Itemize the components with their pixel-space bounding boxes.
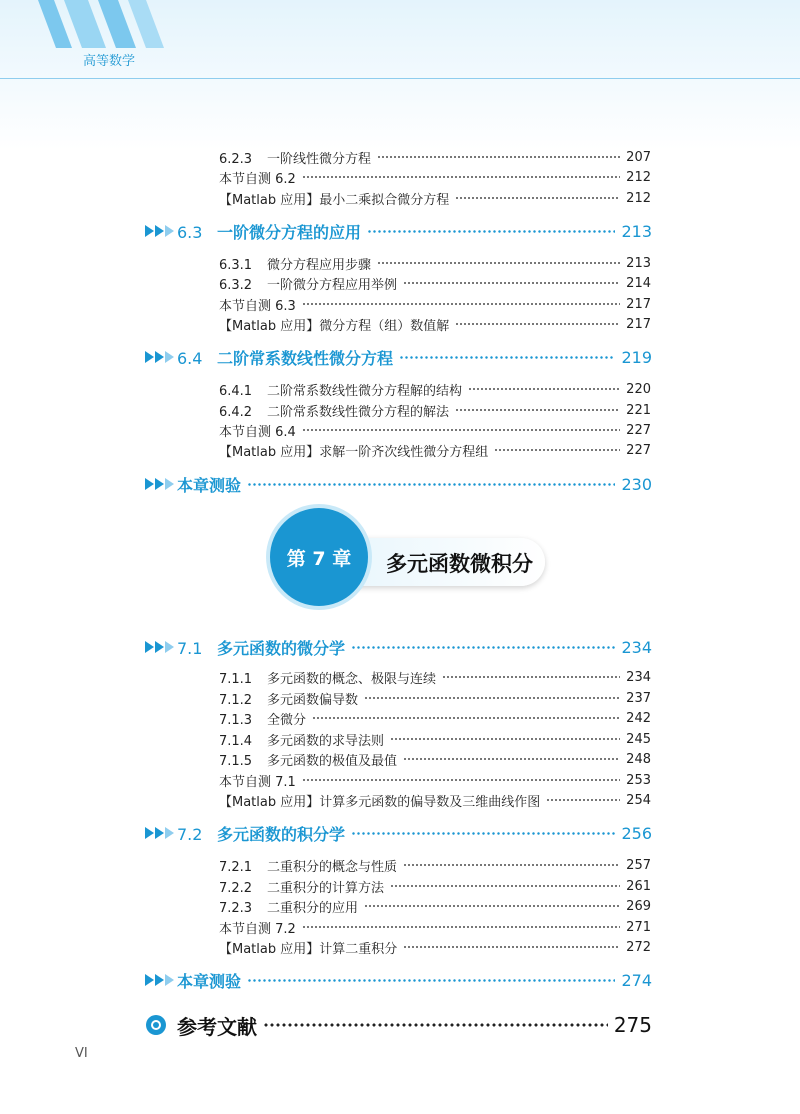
toc-subsection-entry[interactable] [219, 876, 651, 896]
toc-entry-page: 217 [626, 316, 651, 332]
toc-entry-title: 本节自测 6.3 [219, 298, 296, 314]
toc-subsection-entry[interactable] [219, 253, 651, 273]
toc-entry-page: 256 [621, 823, 652, 843]
toc-entry-label [219, 421, 296, 440]
toc-entry-page: 272 [626, 939, 651, 955]
dot-leader [403, 282, 620, 284]
toc-entry-title: 二重积分的应用 [267, 900, 359, 916]
toc-subsection-entry[interactable] [219, 855, 651, 875]
toc-entry-number: 7.1.2 [219, 692, 253, 708]
header-stripes-decoration [0, 0, 165, 48]
dot-leader [403, 758, 620, 760]
toc-section-entry[interactable] [145, 218, 652, 244]
toc-subsection-entry[interactable] [219, 708, 651, 728]
toc-entry-title: 二阶常系数线性微分方程的解法 [267, 404, 450, 420]
toc-entry-title: 本节自测 6.4 [219, 424, 296, 440]
references-title: 参考文献 [177, 1014, 257, 1039]
toc-entry-label [219, 938, 397, 957]
double-arrow-icon [145, 640, 177, 654]
dot-leader [302, 429, 620, 431]
references-page: 275 [613, 1013, 652, 1037]
toc-entry-label [219, 730, 384, 749]
toc-entry-number: 7.1 [177, 638, 203, 658]
toc-entry-page: 212 [626, 190, 651, 206]
toc-entry-label [219, 189, 449, 208]
toc-entry-title: 一阶微分方程应用举例 [267, 277, 398, 293]
toc-entry-label [219, 168, 296, 187]
book-title: 高等数学 [83, 54, 136, 69]
toc-entry-label [177, 473, 241, 496]
toc-entry-page: 217 [626, 296, 651, 312]
toc-subsection-entry[interactable] [219, 770, 651, 790]
toc-entry-page: 219 [621, 347, 652, 367]
toc-section-entry[interactable] [145, 471, 652, 497]
dot-leader [399, 356, 615, 359]
toc-entry-title: 二重积分的概念与性质 [267, 859, 398, 875]
toc-entry-number: 7.2.2 [219, 880, 253, 896]
chapter-number-badge: 第 7 章 [270, 508, 368, 606]
toc-entry-title: 多元函数的求导法则 [267, 733, 385, 749]
dot-leader [302, 779, 620, 781]
toc-entry-title: 多元函数的积分学 [217, 824, 346, 844]
toc-subsection-entry[interactable] [219, 314, 651, 334]
toc-entry-title: 本章测验 [177, 475, 242, 495]
references-entry[interactable] [145, 1010, 652, 1040]
toc-entry-page: 234 [621, 637, 652, 657]
dot-leader [247, 483, 615, 486]
dot-leader [247, 979, 615, 982]
toc-entry-label [219, 148, 371, 167]
toc-entry-label [177, 822, 345, 845]
toc-entry-label [219, 441, 488, 460]
dot-leader [546, 799, 620, 801]
toc-subsection-entry[interactable] [219, 147, 651, 167]
toc-subsection-entry[interactable] [219, 440, 651, 460]
toc-entry-page: 253 [626, 772, 651, 788]
dot-leader [367, 230, 615, 233]
dot-leader [403, 864, 620, 866]
toc-entry-title: 一阶微分方程的应用 [217, 222, 362, 242]
circle-bullet-icon [145, 1014, 167, 1036]
dot-leader [390, 738, 620, 740]
toc-entry-title: 本节自测 7.2 [219, 921, 296, 937]
toc-entry-title: 二阶常系数线性微分方程解的结构 [267, 383, 463, 399]
toc-entry-title: 本节自测 7.1 [219, 774, 296, 790]
toc-entry-page: 227 [626, 422, 651, 438]
toc-entry-page: 212 [626, 169, 651, 185]
dot-leader [377, 262, 620, 264]
toc-subsection-entry[interactable] [219, 749, 651, 769]
chapter-banner [270, 508, 560, 608]
toc-entry-number: 6.3.1 [219, 257, 253, 273]
double-arrow-icon [145, 826, 177, 840]
toc-entry-label [219, 918, 296, 937]
toc-entry-title: 多元函数偏导数 [267, 692, 359, 708]
toc-entry-label [219, 750, 397, 769]
toc-entry-number: 6.4 [177, 348, 203, 368]
toc-entry-number: 7.1.5 [219, 753, 253, 769]
toc-entry-number: 6.4.1 [219, 383, 253, 399]
toc-entry-page: 213 [621, 221, 652, 241]
toc-entry-label [177, 346, 393, 369]
toc-subsection-entry[interactable] [219, 273, 651, 293]
dot-leader [403, 946, 620, 948]
toc-entry-label [219, 856, 397, 875]
toc-entry-number: 6.3 [177, 222, 203, 242]
toc-entry-label [219, 668, 436, 687]
toc-entry-label [219, 401, 449, 420]
toc-subsection-entry[interactable] [219, 379, 651, 399]
toc-subsection-entry[interactable] [219, 167, 651, 187]
toc-entry-page: 257 [626, 857, 651, 873]
toc-entry-title: 二阶常系数线性微分方程 [217, 348, 394, 368]
toc-entry-page: 234 [626, 669, 651, 685]
toc-entry-page: 274 [621, 970, 652, 990]
toc-entry-label [219, 295, 296, 314]
toc-entry-page: 221 [626, 402, 651, 418]
toc-entry-label [219, 897, 358, 916]
toc-subsection-entry[interactable] [219, 896, 651, 916]
dot-leader [351, 646, 615, 649]
dot-leader [468, 388, 620, 390]
toc-entry-title: 全微分 [267, 712, 307, 728]
dot-leader [390, 885, 620, 887]
toc-subsection-entry[interactable] [219, 688, 651, 708]
dot-leader [302, 303, 620, 305]
toc-entry-title: 多元函数的极值及最值 [267, 753, 398, 769]
double-arrow-icon [145, 350, 177, 364]
dot-leader [455, 323, 620, 325]
chapter-title: 多元函数微积分 [386, 552, 533, 576]
toc-entry-title: 【Matlab 应用】微分方程（组）数值解 [219, 318, 450, 334]
double-arrow-icon [145, 224, 177, 238]
toc-entry-page: 213 [626, 255, 651, 271]
toc-entry-label [219, 315, 449, 334]
toc-entry-page: 245 [626, 731, 651, 747]
toc-entry-number: 7.1.4 [219, 733, 253, 749]
toc-entry-label [219, 709, 306, 728]
toc-entry-title: 微分方程应用步骤 [267, 257, 372, 273]
toc-subsection-entry[interactable] [219, 667, 651, 687]
toc-entry-page: 214 [626, 275, 651, 291]
toc-entry-page: 271 [626, 919, 651, 935]
toc-entry-number: 7.2.1 [219, 859, 253, 875]
toc-entry-page: 227 [626, 442, 651, 458]
dot-leader [302, 176, 620, 178]
page-number: VI [75, 1046, 88, 1061]
toc-entry-label [177, 220, 361, 243]
toc-entry-label [177, 636, 345, 659]
toc-entry-title: 本章测验 [177, 971, 242, 991]
toc-entry-title: 本节自测 6.2 [219, 171, 296, 187]
header-divider [0, 78, 800, 79]
toc-entry-page: 220 [626, 381, 651, 397]
toc-entry-page: 269 [626, 898, 651, 914]
dot-leader [442, 676, 620, 678]
toc-entry-page: 237 [626, 690, 651, 706]
toc-entry-number: 6.3.2 [219, 277, 253, 293]
toc-subsection-entry[interactable] [219, 937, 651, 957]
toc-section-entry[interactable] [145, 634, 652, 660]
toc-subsection-entry[interactable] [219, 790, 651, 810]
dot-leader [494, 449, 620, 451]
toc-subsection-entry[interactable] [219, 917, 651, 937]
toc-entry-page: 261 [626, 878, 651, 894]
toc-subsection-entry[interactable] [219, 400, 651, 420]
toc-entry-page: 248 [626, 751, 651, 767]
toc-section-entry[interactable] [145, 967, 652, 993]
toc-subsection-entry[interactable] [219, 729, 651, 749]
dot-leader [364, 697, 620, 699]
toc-entry-title: 【Matlab 应用】计算二重积分 [219, 941, 398, 957]
toc-entry-title: 【Matlab 应用】求解一阶齐次线性微分方程组 [219, 444, 489, 460]
toc-entry-number: 6.4.2 [219, 404, 253, 420]
toc-subsection-entry[interactable] [219, 294, 651, 314]
toc-entry-title: 【Matlab 应用】计算多元函数的偏导数及三维曲线作图 [219, 794, 541, 810]
toc-subsection-entry[interactable] [219, 188, 651, 208]
double-arrow-icon [145, 973, 177, 987]
toc-entry-number: 7.2 [177, 824, 203, 844]
toc-entry-title: 一阶线性微分方程 [267, 151, 372, 167]
toc-entry-page: 230 [621, 474, 652, 494]
toc-section-entry[interactable] [145, 344, 652, 370]
toc-entry-number: 7.1.1 [219, 671, 253, 687]
toc-entry-label [219, 274, 397, 293]
toc-entry-title: 多元函数的概念、极限与连续 [267, 671, 437, 687]
toc-entry-page: 242 [626, 710, 651, 726]
toc-entry-number: 6.2.3 [219, 151, 253, 167]
toc-entry-title: 【Matlab 应用】最小二乘拟合微分方程 [219, 192, 450, 208]
toc-entry-label [177, 969, 241, 992]
toc-subsection-entry[interactable] [219, 420, 651, 440]
dot-leader [351, 832, 615, 835]
dot-leader [455, 197, 620, 199]
toc-entry-label [219, 689, 358, 708]
dot-leader [263, 1023, 608, 1027]
dot-leader [312, 717, 620, 719]
dot-leader [364, 905, 620, 907]
toc-entry-label [219, 771, 296, 790]
toc-entry-label [219, 380, 462, 399]
toc-entry-page: 207 [626, 149, 651, 165]
toc-section-entry[interactable] [145, 820, 652, 846]
toc-entry-number: 7.2.3 [219, 900, 253, 916]
toc-entry-label [219, 791, 540, 810]
toc-entry-label [219, 254, 371, 273]
toc-entry-label [219, 877, 384, 896]
toc-entry-title: 二重积分的计算方法 [267, 880, 385, 896]
toc-entry-page: 254 [626, 792, 651, 808]
dot-leader [302, 926, 620, 928]
toc-entry-title: 多元函数的微分学 [217, 638, 346, 658]
dot-leader [377, 156, 620, 158]
dot-leader [455, 409, 620, 411]
double-arrow-icon [145, 477, 177, 491]
toc-entry-number: 7.1.3 [219, 712, 253, 728]
